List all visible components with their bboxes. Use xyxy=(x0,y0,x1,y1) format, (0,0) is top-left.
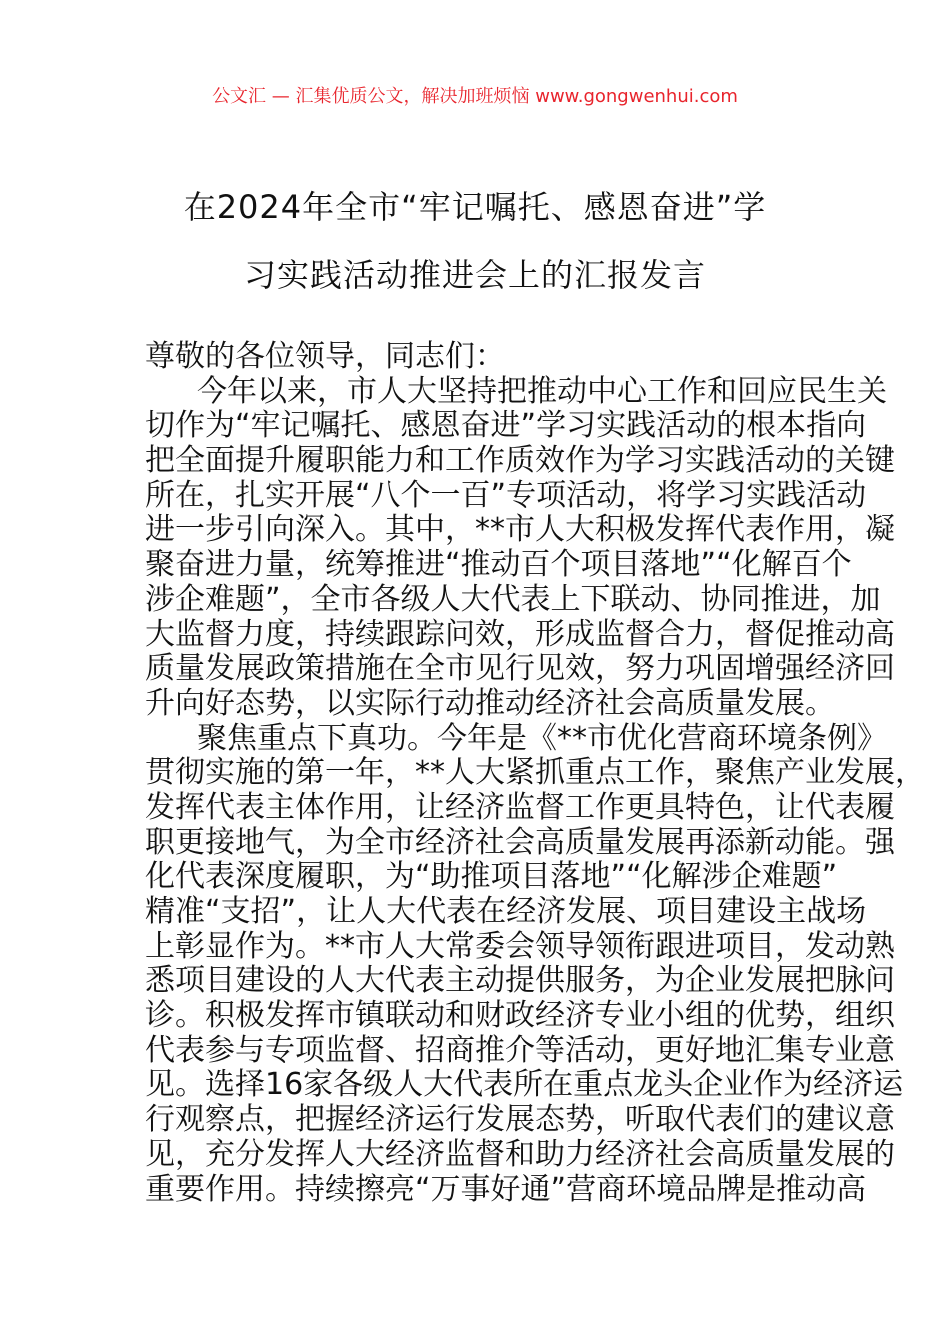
document-body xyxy=(145,339,925,1207)
text-line: 把全面提升履职能力和工作质效作为学习实践活动的关键 xyxy=(145,443,895,479)
paragraph-1 xyxy=(145,373,895,722)
text-line: 发挥代表主体作用，让经济监督工作更具特色，让代表履 xyxy=(145,789,895,825)
text-line: 见，充分发挥人大经济监督和助力经济社会高质量发展的 xyxy=(145,1136,895,1172)
text-line: 职更接地气，为全市经济社会高质量发展再添新动能。强 xyxy=(145,824,895,860)
text-line: 大监督力度，持续跟踪问效，形成监督合力，督促推动高 xyxy=(145,616,895,652)
text-line: 所在，扎实开展“八个一百”专项活动，将学习实践活动 xyxy=(145,477,867,513)
text-line: 见。选择16家各级人大代表所在重点龙头企业作为经济运 xyxy=(145,1067,904,1103)
text-line: 升向好态势，以实际行动推动经济社会高质量发展。 xyxy=(145,685,835,721)
text-line: 悉项目建设的人大代表主动提供服务，为企业发展把脉问 xyxy=(145,963,895,999)
text-line: 化代表深度履职，为“助推项目落地”“化解涉企难题” xyxy=(145,859,838,895)
text-line: 进一步引向深入。其中，**市人大积极发挥代表作用，凝 xyxy=(145,512,895,548)
text-line: 精准“支招”，让人大代表在经济发展、项目建设主战场 xyxy=(145,894,867,929)
text-line: 质量发展政策措施在全市见行见效，努力巩固增强经济回 xyxy=(145,651,895,687)
salutation: 尊敬的各位领导，同志们： xyxy=(145,339,505,374)
text-line: 聚奋进力量，统筹推进“推动百个项目落地”“化解百个 xyxy=(145,547,852,583)
paragraph-2 xyxy=(145,720,925,1208)
text-line: 代表参与专项监督、招商推介等活动，更好地汇集专业意 xyxy=(145,1032,895,1068)
text-line: 今年以来，市人大坚持把推动中心工作和回应民生关 xyxy=(197,373,887,409)
text-line: 行观察点，把握经济运行发展态势，听取代表们的建议意 xyxy=(145,1102,895,1138)
document-title-line-2: 习实践活动推进会上的汇报发言 xyxy=(243,256,706,294)
text-line: 贯彻实施的第一年，**人大紧抓重点工作，聚焦产业发展， xyxy=(145,755,925,791)
text-line: 聚焦重点下真功。今年是《**市优化营商环境条例》 xyxy=(197,720,887,756)
document-title-line-1: 在2024年全市“牢记嘱托、感恩奋进”学 xyxy=(183,188,767,226)
text-line: 切作为“牢记嘱托、感恩奋进”学习实践活动的根本指向 xyxy=(145,408,867,444)
watermark-banner: 公文汇 — 汇集优质公文，解决加班烦恼 www.gongwenhui.com xyxy=(212,86,738,107)
text-line: 上彰显作为。**市人大常委会领导领衔跟进项目，发动熟 xyxy=(145,928,895,964)
text-line: 涉企难题”，全市各级人大代表上下联动、协同推进，加 xyxy=(145,581,881,617)
text-line: 重要作用。持续擦亮“万事好通”营商环境品牌是推动高 xyxy=(145,1171,867,1207)
text-line: 诊。积极发挥市镇联动和财政经济专业小组的优势，组织 xyxy=(145,998,895,1034)
